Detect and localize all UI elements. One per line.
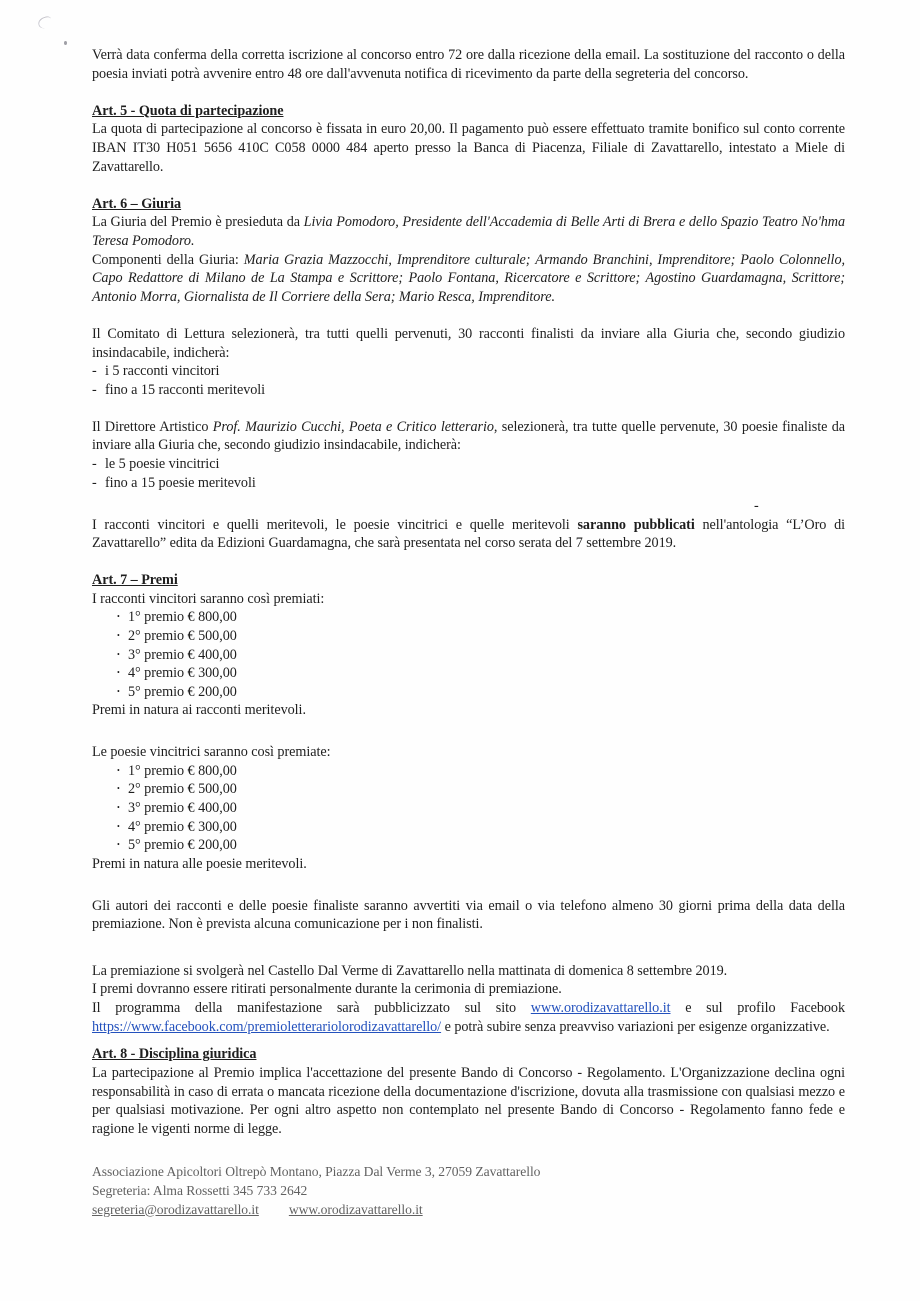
list-item-text: 5° premio € 200,00 [128, 837, 237, 854]
paragraph [92, 325, 845, 362]
paragraph [92, 897, 845, 934]
text-segment: Livia Pomodoro, Presidente dell'Accademia di Belle Arti di Brera e dello Spazio Teatro No'hma Teresa Pomodoro. [92, 214, 845, 249]
spacer [92, 399, 845, 418]
paragraph [92, 1064, 845, 1138]
text-segment: Premi in natura alle poesie meritevoli. [92, 855, 307, 872]
bullet-list [92, 762, 845, 855]
scan-artifact-stray-dash: - [754, 498, 759, 514]
text-segment: , selezionerà, tra tutte quelle pervenute, 30 poesie finaliste da inviare alla Giuria che, secondo giudizio insindacabile, indicherà: [92, 418, 846, 454]
spacer [92, 1036, 845, 1045]
list-item-text: 3° premio € 400,00 [128, 800, 237, 817]
list-item-text: 1° premio € 800,00 [128, 609, 237, 626]
bullet-marker: • [117, 649, 120, 659]
list-item-text: 2° premio € 500,00 [128, 628, 237, 645]
text-segment: saranno pubblicati [577, 516, 695, 533]
list-item-text: fino a 15 racconti meritevoli [105, 381, 266, 398]
bullet-list-item [92, 762, 845, 781]
dash-list [92, 362, 845, 399]
dash-marker: - [92, 363, 97, 380]
text-segment: Maria Grazia Mazzocchi, Imprenditore culturale; Armando Branchini, Imprenditore; Paolo Colonnello, Capo Redattore di Milano de La Stampa e Scrittore; Paolo Fontana, Ricercatore e Scrittore; Agostino Guardamagna, Scrittore; Antonio Morra, Giornalista de Il Corriere della Sera; Mario Resca, Imprenditore. [92, 251, 845, 305]
spacer [92, 306, 845, 325]
bullet-list-item [92, 646, 845, 665]
list-item-text: le 5 poesie vincitrici [105, 456, 220, 473]
text-segment: Il programma della manifestazione sarà pubblicizzato sul sito [92, 999, 531, 1016]
article-heading [92, 571, 845, 590]
spacer [92, 176, 845, 195]
spacer [92, 492, 845, 515]
footer-text: Associazione Apicoltori Oltrepò Montano, Piazza Dal Verme 3, 27059 Zavattarello [92, 1163, 541, 1179]
scan-artifact-squiggle [37, 15, 54, 30]
paragraph [92, 46, 845, 83]
text-segment: Premi in natura ai racconti meritevoli. [92, 702, 306, 719]
text-segment: Le poesie vincitrici saranno così premiate: [92, 744, 331, 761]
paragraph [92, 251, 845, 307]
text-segment: e potrà subire senza preavviso variazioni per esigenze organizzative. [441, 1018, 830, 1035]
text-segment: nell'antologia “L’Oro di Zavattarello” edita da Edizioni Guardamagna, che sarà presentata nel corso serata del 7 settembre 2019. [92, 516, 846, 552]
bullet-list-item [92, 780, 845, 799]
text-segment: La premiazione si svolgerà nel Castello Dal Verme di Zavattarello nella mattinata di domenica 8 settembre 2019. [92, 962, 728, 979]
dash-list [92, 455, 845, 492]
footer-website-link[interactable]: www.orodizavattarello.it [288, 1201, 423, 1217]
list-item-text: 4° premio € 300,00 [128, 665, 237, 682]
bullet-marker: • [117, 765, 120, 775]
paragraph [92, 213, 845, 250]
list-item-text: fino a 15 poesie meritevoli [105, 474, 256, 491]
bullet-list-item [92, 627, 845, 646]
paragraph [92, 418, 845, 455]
spacer [92, 553, 845, 572]
bullet-marker: • [117, 668, 120, 678]
text-segment: Verrà data conferma della corretta iscrizione al concorso entro 72 ore dalla ricezione della email. La sostituzione del racconto o della poesia inviati potrà avvenire entro 48 ore dall'avvenuta notifica di ricevimento da parte della segreteria del concorso. [92, 47, 845, 82]
bullet-list-item [92, 664, 845, 683]
text-segment: I racconti vincitori saranno così premiati: [92, 590, 325, 607]
text-segment: Componenti della Giuria: [92, 251, 244, 268]
heading-text: Art. 6 – Giuria [92, 195, 182, 212]
text-segment: Il Direttore Artistico [92, 418, 213, 435]
paragraph [92, 590, 845, 609]
heading-text: Art. 5 - Quota di partecipazione [92, 102, 284, 119]
list-item-text: 5° premio € 200,00 [128, 683, 237, 700]
list-item-text: 3° premio € 400,00 [128, 646, 237, 663]
bullet-list-item [92, 608, 845, 627]
text-segment: La Giuria del Premio è presieduta da [92, 214, 304, 231]
dash-marker: - [92, 456, 97, 473]
bullet-marker: • [117, 803, 120, 813]
text-segment: I racconti vincitori e quelli meritevoli, le poesie vincitrici e quelle meritevoli [92, 516, 578, 533]
article-heading [92, 102, 845, 121]
footer-line [92, 1162, 845, 1181]
list-item-text: 1° premio € 800,00 [128, 762, 237, 779]
bullet-marker: • [117, 631, 120, 641]
paragraph [92, 701, 845, 720]
spacer [92, 934, 845, 962]
article-heading [92, 195, 845, 214]
footer-email-link[interactable]: segreteria@orodizavattarello.it [92, 1201, 259, 1217]
list-item-text: 2° premio € 500,00 [128, 781, 237, 798]
bullet-list-item [92, 836, 845, 855]
scan-artifact-dot [64, 41, 67, 45]
footer-links [92, 1200, 845, 1219]
dash-list-item [92, 362, 845, 381]
bullet-marker: • [117, 784, 120, 794]
text-segment: Gli autori dei racconti e delle poesie finaliste saranno avvertiti via email o via telefono almeno 30 giorni prima della data della premiazione. Non è prevista alcuna comunicazione per i non finalisti. [92, 897, 845, 933]
spacer [92, 1138, 845, 1161]
paragraph [92, 120, 845, 176]
heading-text: Art. 8 - Disciplina giuridica [92, 1046, 257, 1063]
paragraph [92, 743, 845, 762]
text-segment: La partecipazione al Premio implica l'accettazione del presente Bando di Concorso - Regolamento. L'Organizzazione declina ogni responsabilità in caso di errata o mancata ricezione della documentazione d'iscrizione, dovuta alla trasmissione con qualsiasi mezzo e per qualsiasi motivazione. Per ogni altro aspetto non contemplato nel presente Bando di Concorso - Regolamento fanno fede e ragione le vigenti norme di legge. [92, 1065, 845, 1137]
spacer [92, 720, 845, 743]
paragraph [92, 980, 845, 999]
bullet-list-item [92, 683, 845, 702]
paragraph [92, 516, 845, 553]
footer-line [92, 1181, 845, 1200]
text-segment: e sul profilo Facebook [670, 999, 845, 1016]
text-segment: I premi dovranno essere ritirati personalmente durante la cerimonia di premiazione. [92, 981, 562, 998]
facebook-link[interactable]: https://www.facebook.com/premioletterariolorodizavattarello/ [92, 1018, 442, 1035]
bullet-marker: • [117, 612, 120, 622]
dash-marker: - [92, 381, 97, 398]
list-item-text: i 5 racconti vincitori [105, 363, 220, 380]
spacer [92, 83, 845, 102]
paragraph [92, 962, 845, 981]
bullet-marker: • [117, 821, 120, 831]
text-segment: La quota di partecipazione al concorso è fissata in euro 20,00. Il pagamento può essere effettuato tramite bonifico sul conto corrente IBAN IT30 H051 5656 410C C058 0000 484 aperto presso la Banca di Piacenza, Filiale di Zavattarello, intestato a Miele di Zavattarello. [92, 121, 845, 175]
dash-marker: - [92, 474, 97, 491]
website-link[interactable]: www.orodizavattarello.it [530, 999, 671, 1016]
dash-list-item [92, 381, 845, 400]
list-item-text: 4° premio € 300,00 [128, 818, 237, 835]
bullet-list-item [92, 818, 845, 837]
bullet-list-item [92, 799, 845, 818]
footer-text: Segreteria: Alma Rossetti 345 733 2642 [92, 1182, 308, 1198]
document-body [92, 46, 845, 1219]
bullet-list [92, 608, 845, 701]
dash-list-item [92, 474, 845, 493]
heading-text: Art. 7 – Premi [92, 572, 178, 589]
bullet-marker: • [117, 840, 120, 850]
bullet-marker: • [117, 686, 120, 696]
dash-list-item [92, 455, 845, 474]
text-segment: Prof. Maurizio Cucchi, Poeta e Critico letterario [212, 418, 494, 435]
paragraph [92, 999, 845, 1036]
spacer [92, 873, 845, 896]
text-segment: Il Comitato di Lettura selezionerà, tra tutti quelli pervenuti, 30 racconti finalisti da inviare alla Giuria che, secondo giudizio insindacabile, indicherà: [92, 325, 845, 361]
article-heading [92, 1045, 845, 1064]
paragraph [92, 855, 845, 874]
